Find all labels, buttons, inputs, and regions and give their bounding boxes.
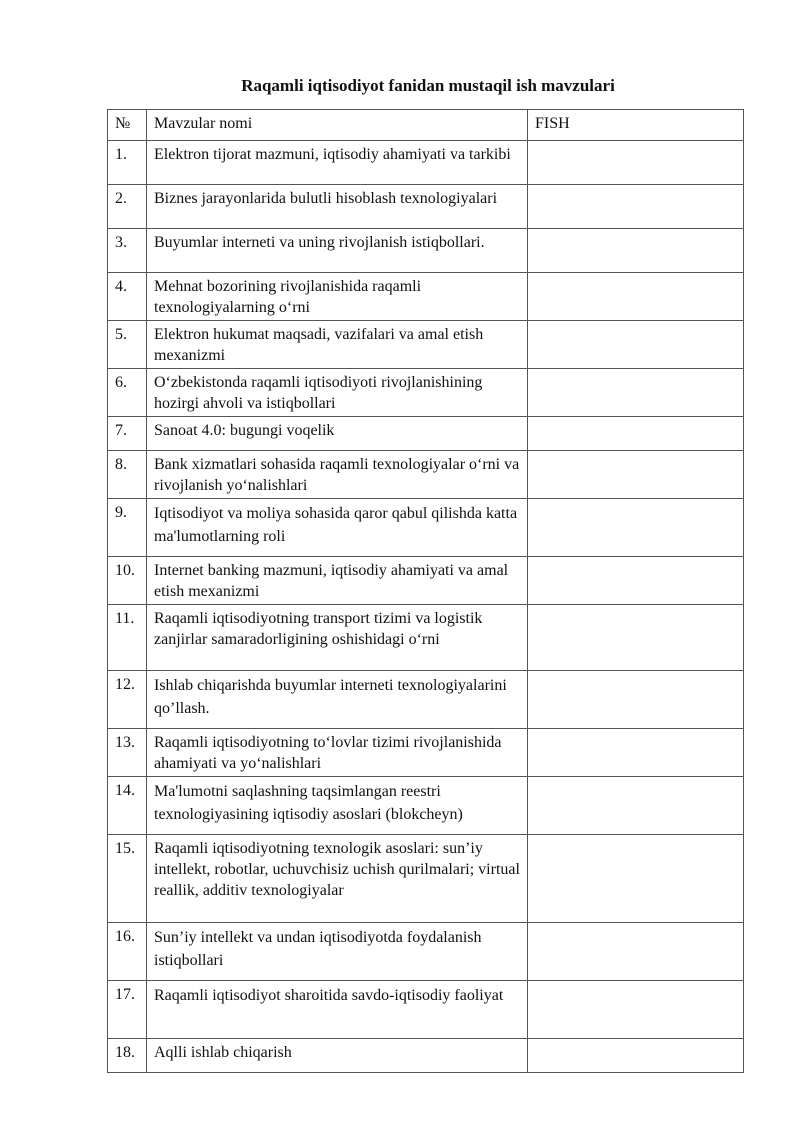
row-fish-cell[interactable] [528,605,744,671]
row-number: 18. [108,1039,147,1073]
row-number: 1. [108,141,147,185]
row-fish-cell[interactable] [528,185,744,229]
row-number: 13. [108,729,147,777]
document-title: Raqamli iqtisodiyot fanidan mustaqil ish mavzulari [241,76,615,95]
row-topic: Raqamli iqtisodiyotning to‘lovlar tizimi rivojlanishida ahamiyati va yo‘nalishlari [147,729,528,777]
row-fish-cell[interactable] [528,499,744,557]
row-number: 7. [108,417,147,451]
table-row [108,557,744,605]
row-number: 17. [108,981,147,1039]
row-fish-cell[interactable] [528,923,744,981]
row-fish-cell[interactable] [528,981,744,1039]
header-number: № [108,110,147,141]
row-number: 2. [108,185,147,229]
row-number: 11. [108,605,147,671]
row-topic: Raqamli iqtisodiyotning transport tizimi va logistik zanjirlar samaradorligining oshishidagi o‘rni [147,605,528,671]
row-topic: Raqamli iqtisodiyotning texnologik asoslari: sun’iy intellekt, robotlar, uchuvchisiz uchish qurilmalari; virtual reallik, additiv texnologiyalar [147,835,528,923]
row-fish-cell[interactable] [528,729,744,777]
row-topic: Raqamli iqtisodiyot sharoitida savdo-iqtisodiy faoliyat [147,981,528,1039]
row-topic: Elektron tijorat mazmuni, iqtisodiy ahamiyati va tarkibi [147,141,528,185]
row-fish-cell[interactable] [528,273,744,321]
table-row [108,321,744,369]
row-number: 4. [108,273,147,321]
row-fish-cell[interactable] [528,417,744,451]
row-fish-cell[interactable] [528,557,744,605]
row-number: 14. [108,777,147,835]
table-row [108,729,744,777]
row-fish-cell[interactable] [528,777,744,835]
row-fish-cell[interactable] [528,229,744,273]
row-fish-cell[interactable] [528,321,744,369]
topics-table [107,109,744,1073]
row-number: 8. [108,451,147,499]
table-row [108,981,744,1039]
table-row [108,777,744,835]
table-row [108,273,744,321]
row-number: 6. [108,369,147,417]
row-topic: Mehnat bozorining rivojlanishida raqamli texnologiyalarning o‘rni [147,273,528,321]
table-row [108,923,744,981]
row-topic: Sanoat 4.0: bugungi voqelik [147,417,528,451]
table-row [108,835,744,923]
table-row [108,451,744,499]
row-topic: Ishlab chiqarishda buyumlar interneti texnologiyalarini qo’llash. [147,671,528,729]
row-topic: Bank xizmatlari sohasida raqamli texnologiyalar o‘rni va rivojlanish yo‘nalishlari [147,451,528,499]
table-row [108,185,744,229]
row-number: 9. [108,499,147,557]
row-fish-cell[interactable] [528,1039,744,1073]
row-topic: Internet banking mazmuni, iqtisodiy ahamiyati va amal etish mexanizmi [147,557,528,605]
row-topic: Sun’iy intellekt va undan iqtisodiyotda foydalanish istiqbollari [147,923,528,981]
row-topic: Buyumlar interneti va uning rivojlanish istiqbollari. [147,229,528,273]
row-number: 10. [108,557,147,605]
table-row [108,671,744,729]
row-number: 15. [108,835,147,923]
row-fish-cell[interactable] [528,835,744,923]
row-number: 3. [108,229,147,273]
row-number: 12. [108,671,147,729]
row-topic: Ma'lumotni saqlashning taqsimlangan reestri texnologiyasining iqtisodiy asoslari (blokcheyn) [147,777,528,835]
row-topic: Elektron hukumat maqsadi, vazifalari va amal etish mexanizmi [147,321,528,369]
row-fish-cell[interactable] [528,141,744,185]
row-topic: Biznes jarayonlarida bulutli hisoblash texnologiyalari [147,185,528,229]
table-row [108,369,744,417]
row-topic: Aqlli ishlab chiqarish [147,1039,528,1073]
header-topic: Mavzular nomi [147,110,528,141]
row-fish-cell[interactable] [528,369,744,417]
table-row [108,141,744,185]
table-row [108,605,744,671]
table-header-row [108,110,744,141]
row-number: 16. [108,923,147,981]
table-row [108,417,744,451]
row-topic: O‘zbekistonda raqamli iqtisodiyoti rivojlanishining hozirgi ahvoli va istiqbollari [147,369,528,417]
table-row [108,1039,744,1073]
table-row [108,499,744,557]
header-fish: FISH [528,110,744,141]
row-fish-cell[interactable] [528,671,744,729]
row-topic: Iqtisodiyot va moliya sohasida qaror qabul qilishda katta ma'lumotlarning roli [147,499,528,557]
row-fish-cell[interactable] [528,451,744,499]
row-number: 5. [108,321,147,369]
table-row [108,229,744,273]
